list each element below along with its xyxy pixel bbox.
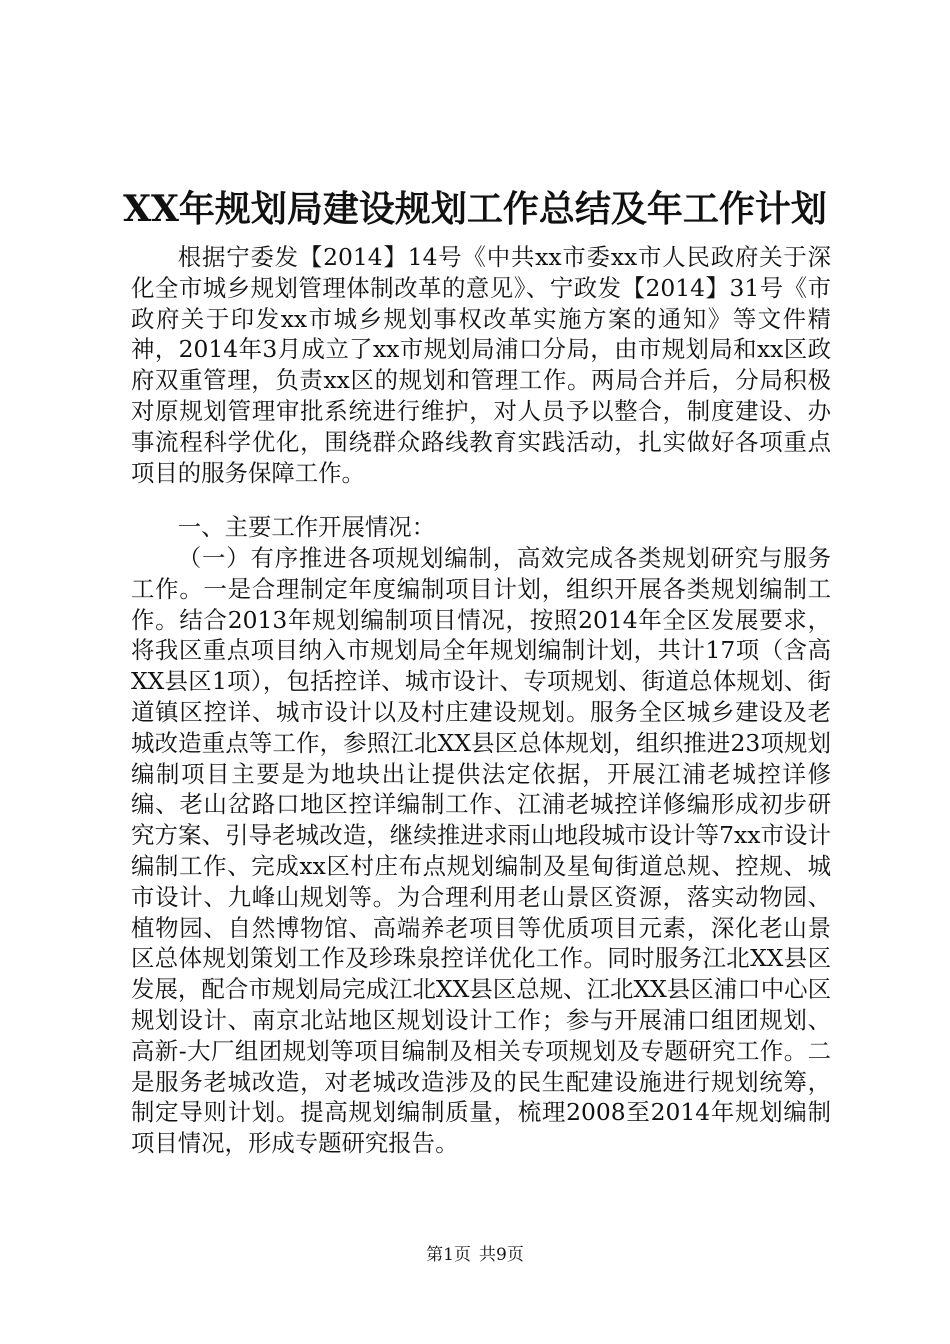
section-paragraph: （一）有序推进各项规划编制，高效完成各类规划研究与服务工作。一是合理制定年度编制项目计划，组织开展各类规划编制工作。结合2013年规划编制项目情况，按照2014年全区发展要求，将我区重点项目纳入市规划局全年规划编制计划，共计17项（含高XX县区1项），包括控详、城市设计、专项规划、街道总体规划、街道镇区控详、城市设计以及村庄建设规划。服务全区城乡建设及老城改造重点等工作，参照江北XX县区总体规划，组织推进23项规划编制项目主要是为地块出让提供法定依据，开展江浦老城控详修编、老山岔路口地区控详编制工作、江浦老城控详修编形成初步研究方案、引导老城改造，继续推进求雨山地段城市设计等7xx市设计编制工作、完成xx区村庄布点规划编制及星甸街道总规、控规、城市设计、九峰山规划等。为合理利用老山景区资源，落实动物园、植物园、自然博物馆、高端养老项目等优质项目元素，深化老山景区总体规划策划工作及珍珠泉控详优化工作。同时服务江北XX县区发展，配合市规划局完成江北XX县区总规、江北XX县区浦口中心区规划设计、南京北站地区规划设计工作；参与开展浦口组团规划、高新-大厂组团规划等项目编制及相关专项规划及专题研究工作。二是服务老城改造，对老城改造涉及的民生配建设施进行规划统筹，制定导则计划。提高规划编制质量，梳理2008至2014年规划编制项目情况，形成专题研究报告。 <box>131 544 831 1158</box>
document-title: XX年规划局建设规划工作总结及年工作计划 <box>123 188 827 230</box>
page-total: 共9页 <box>479 1245 524 1265</box>
page-number: 第1页 <box>426 1245 471 1265</box>
page-footer <box>0 1244 950 1266</box>
intro-paragraph: 根据宁委发【2014】14号《中共xx市委xx市人民政府关于深化全市城乡规划管理体制改革的意见》、宁政发【2014】31号《市政府关于印发xx市城乡规划事权改革实施方案的通知》等文件精神，2014年3月成立了xx市规划局浦口分局，由市规划局和xx区政府双重管理，负责xx区的规划和管理工作。两局合并后，分局积极对原规划管理审批系统进行维护，对人员予以整合，制度建设、办事流程科学优化，围绕群众路线教育实践活动，扎实做好各项重点项目的服务保障工作。 <box>131 243 831 487</box>
section-heading: 一、主要工作开展情况： <box>177 513 436 541</box>
